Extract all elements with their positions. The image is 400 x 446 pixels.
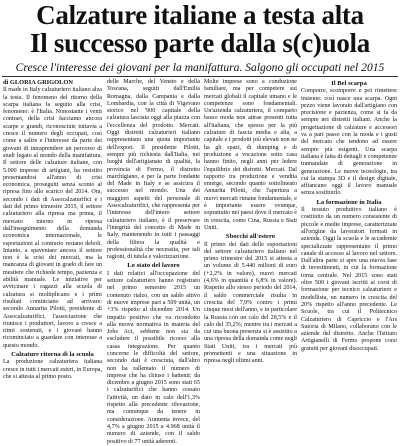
article-column-1 (3, 79, 102, 400)
article-column-2 (107, 79, 200, 445)
header-divider (2, 76, 398, 77)
column-1-body-2: La produzione calzaturiera italiana cresce in tutti i mercati esteri, in Europa, che si attesta al primo posto. (3, 359, 102, 380)
column-3-body: Molte imprese sono a conduzione familiare, ma per competere sui mercati globali il capitale umano e le competenze sono fondamentali. Un'azienda calzaturiera, il comparto basso moda non attrae presenti tutta all'italiana, che spesso per la più calzature di fascia media e alta, a capitale e i prodotti più elevati non ne ha gli spazi, di dumping e di produzione a vocazione sotto casa hanno finito, negli anni per ledere l'equilibrio dei distretti. Mercati. Dal rapporto tra produzione e vendita emerge, secondo quanto sottolineato Annarita Pilotti, che l'apertura a nuovi mercati rimane fondamentale, e è importante essere ovunque, soprattutto nei paesi dove il mercato è in crescita, come Cina, Russia e Stati Uniti. (204, 79, 297, 231)
headline-line-1: Calzature italiane a testa alta (36, 0, 364, 30)
column-2-body: delle Marche, del Veneto e della Toscana, seguiti dall'Emilia Romagna, dalla Campania e dalla Lombardia, con la città di Vigevano storico nel '900 capitale della calzatura lasciata oggi alla piazza con l'eccellenza del prodotto. Mercati. Oggi distretti calzaturieri italiano rappresentano una quota importante dell'export. Il presidente Pilotti, sempre più richiesta dall'Italia, nei luoghi dell'artigianato di qualità, la provincia di Fermo, il distretto marchigiano, e per la parte fondante del Made in Italy e se assicura il successo nel mondo. Una dei maggiori aspetti del personale di Assocalzaturifici, che rappresenta per l'interesse dell'intero settore calzaturiero italiano, è il preservare l'integrità del concetto di Made in Italy, mantenendo in tutti i passaggi della filiera la qualità e professionalità che necessita, per tali ragioni, di tutela e valorizzazione. (107, 79, 200, 261)
article-column-3 (204, 79, 297, 400)
column-4-body-2: Il tessuto produttivo italiano è costituito da un numero consistente di piccole e medie imprese, caratterizzate all'origine da lavoratori formati in azienda. Oggi la scuola e le accademie specializzate rappresentano il primo canale di accesso al lavoro nel settore. Dall'altra parte si apre una nuova fase di investimenti, in cui la formazione torna centrale. Nel 2015 sono stati oltre 500 i giovani iscritti ai corsi di formazione per tecnico calzaturiero e modellista, un numero in crescita del 20% rispetto all'anno precedente. Le Scuole, tra cui il Politecnico Calzaturiero di Capriccio e l'Ars Sutoria di Milano, collaborano con le aziende del distretto. Anche l'Istituto Artigianelli di Fermo propone corsi gratuiti per giovani disoccupati. (301, 207, 397, 352)
column-2-body-2: I dati relativi all'occupazione del settore calzaturiero hanno registrato nel primo semestre 2015 un contenuto rialzo, con un saldo attivo di nuove imprese pari a 509 unità, un +3% rispetto al dicembre 2014. Un impatto positivo che va ricondotto alla nuova normativa in materia del Jobs Act, sebbene non sia da escludere il possibile ricorso alla cassa integrazione. Per quanto concerne le difficoltà del settore, secondo dati è cresciuta, dall'altro non ha rallentato il numero di imprese che ha chiuso i battenti: da dicembre a giugno 2015 sono stati 65 i calzaturifici che hanno cessato l'attività, un dato in calo dell'1,3% rispetto alla precedente rilevazione, ma comunque da tenere in considerazione. Aumenta invece, del 4,7% a giugno 2015 a 4.968 unità il numero di aziende, con il saldo positivo di 77 unità aderenti. (107, 270, 200, 445)
subtitle: Cresce l'interesse dei giovani per la manifattura. Salgono gli occupati nel 2015 (15, 61, 385, 74)
column-1-body: Il made in Italy calzaturiero italiano alza la testa. Il fenomeno del ritorno della scarpa italiana fa seguito alla crisi, fenomeno: è l'Italia. Nonostante i venti contrari, della crisi facciamo ancora scarpe e grandi, riconosciute tuttavia a cresce il numero degli occupati, così come a salire e l'interesse da parte dei giovani di intraprendere un percorso di studi legato al mondo della manifattura. Il settore delle calzature italiane, con 5.000 imprese di artigiani, ha resistito presentandosi all'anno di crisi economica, proseguiti senza sconto al ripresa fino allo scarico del 2014. Ora, secondo i dati di Assocalzaturifici e i dati del primo trimestre 2015, il settore calzaturiero alla ripresa ma prima, il mercato interno in ripresa dall'inseguimento della domanda economica internazionale, le esportazioni al contrario restano deboli. Intanto, a spaventare ancora il settore non è la crisi dei mercati, ma la mancanza di giovani in grado di fare un mestiere che richiede tempo, pazienza e abilità manuale. Le iniziative per avvicinare i ragazzi alla scuola di calzatura si moltiplicano e i primi risultati cominciano ad arrivare: secondo Annarita Pilotti, presidente di Assocalzaturifici, l'associazione che riunisce i produttori, lavoro a cresce a ritmi sostenuti, e i giovani hanno ricominciato a guardare con interesse a questo mondo. (3, 87, 102, 349)
column-1-section-heading: Calzature ritorna di la scuola (11, 350, 94, 358)
column-3-body-2: Il primo dei dati delle esportazioni del settore calzaturiero italiano nel primo trimestre del 2015 si attesta a un volume di 5.440 milioni di euro (+2,2% in valore), nuovi mercati (4,6% in quantità e 6,8% in valore). Rispetto allo stesso periodo del 2014, il saldo commerciale risulta in crescita del 7,9% contro i primi cinque mesi dell'anno, e in particolare la Russia con un calo del 28,5% e il calo del 35,2%; mentre tra i mercati a cui una buona presenza si è assistito a una ripresa della domanda come negli Stati Uniti, tra i mercati più promettenti e una situazione in ripresa negli ultimi anni. (204, 241, 297, 365)
column-4-section-heading-2: La formazione in Italia (316, 198, 382, 206)
column-4-body: Comporre, scomporre e poi rimettere insieme: così nasce una scarpa. Ogni pezzo viene lavorato dall'artigiano con precisione e pazienza, come si fa da sempre nei distretti italiani. Anche la progettazione di calzature e accessori va a pari passo con la moda e i gusti del mercato che tendono ad essere sempre più esigenti. Una scarpa italiana è fatta di dettagli e competenze tramandate di generazione in generazione. Le nuove tecnologie, tra cui la stampa 3D e il design digitale, affiancano oggi il lavoro manuale senza sostituirlo. (301, 88, 397, 197)
article-column-4 (301, 79, 397, 400)
column-4-section-heading-1: Il Bel scarpa (331, 80, 367, 87)
column-2-section-heading: Lo stato del lavoro (127, 262, 180, 270)
headline-line-2: Il successo parte dalla s(c)uola (30, 28, 370, 58)
column-3-section-heading: Sbocchi all'estero (225, 233, 276, 241)
byline: di GLORIA GRIGOLON (3, 79, 73, 86)
